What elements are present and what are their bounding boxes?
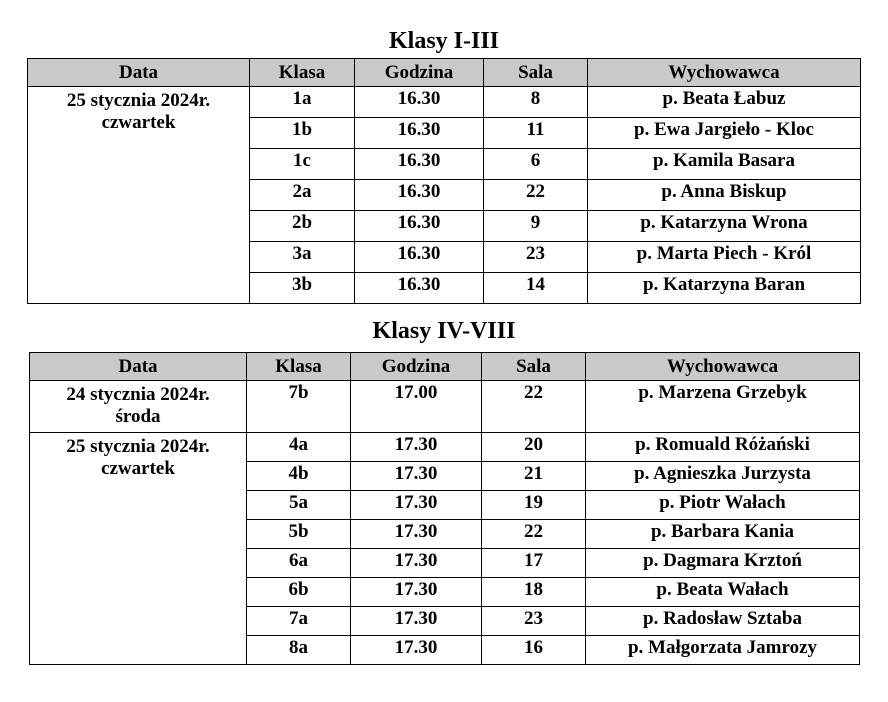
header-godzina: Godzina <box>355 59 484 87</box>
sala-cell: 20 <box>482 433 586 462</box>
sala-cell: 6 <box>484 149 588 180</box>
wychowawca-cell: p. Romuald Różański <box>586 433 860 462</box>
godzina-cell: 17.00 <box>351 381 482 433</box>
klasa-cell: 7b <box>247 381 351 433</box>
klasa-cell: 3a <box>250 242 355 273</box>
date-text: 24 stycznia 2024r. <box>66 384 210 405</box>
sala-cell: 11 <box>484 118 588 149</box>
godzina-cell: 16.30 <box>355 180 484 211</box>
wychowawca-cell: p. Anna Biskup <box>588 180 861 211</box>
sala-cell: 9 <box>484 211 588 242</box>
godzina-cell: 17.30 <box>351 636 482 665</box>
klasa-cell: 2b <box>250 211 355 242</box>
klasa-cell: 2a <box>250 180 355 211</box>
sala-cell: 19 <box>482 491 586 520</box>
day-text: czwartek <box>101 458 175 479</box>
table-header-row <box>30 353 860 381</box>
godzina-cell: 16.30 <box>355 87 484 118</box>
godzina-cell: 16.30 <box>355 118 484 149</box>
sala-cell: 18 <box>482 578 586 607</box>
godzina-cell: 16.30 <box>355 211 484 242</box>
klasa-cell: 4a <box>247 433 351 462</box>
header-wychowawca: Wychowawca <box>586 353 860 381</box>
wychowawca-cell: p. Małgorzata Jamrozy <box>586 636 860 665</box>
header-godzina: Godzina <box>351 353 482 381</box>
klasa-cell: 5a <box>247 491 351 520</box>
date-text: 25 stycznia 2024r. <box>66 436 210 457</box>
klasa-cell: 1a <box>250 87 355 118</box>
godzina-cell: 17.30 <box>351 549 482 578</box>
wychowawca-cell: p. Radosław Sztaba <box>586 607 860 636</box>
wychowawca-cell: p. Ewa Jargieło - Kloc <box>588 118 861 149</box>
klasa-cell: 6b <box>247 578 351 607</box>
godzina-cell: 16.30 <box>355 242 484 273</box>
header-data: Data <box>30 353 247 381</box>
schedule-table-iv-viii <box>29 352 860 665</box>
date-cell <box>30 433 247 665</box>
sala-cell: 16 <box>482 636 586 665</box>
godzina-cell: 17.30 <box>351 578 482 607</box>
godzina-cell: 17.30 <box>351 520 482 549</box>
wychowawca-cell: p. Beata Łabuz <box>588 87 861 118</box>
klasa-cell: 8a <box>247 636 351 665</box>
wychowawca-cell: p. Agnieszka Jurzysta <box>586 462 860 491</box>
klasa-cell: 7a <box>247 607 351 636</box>
sala-cell: 22 <box>482 381 586 433</box>
sala-cell: 8 <box>484 87 588 118</box>
godzina-cell: 16.30 <box>355 273 484 304</box>
day-text: środa <box>115 406 161 427</box>
klasa-cell: 6a <box>247 549 351 578</box>
godzina-cell: 17.30 <box>351 433 482 462</box>
section-title-klasy-i-iii: Klasy I-III <box>388 28 500 54</box>
wychowawca-cell: p. Katarzyna Baran <box>588 273 861 304</box>
sala-cell: 14 <box>484 273 588 304</box>
wychowawca-cell: p. Kamila Basara <box>588 149 861 180</box>
date-text: 25 stycznia 2024r. <box>66 90 211 111</box>
header-wychowawca: Wychowawca <box>588 59 861 87</box>
header-data: Data <box>28 59 250 87</box>
sala-cell: 22 <box>484 180 588 211</box>
sala-cell: 23 <box>484 242 588 273</box>
header-sala: Sala <box>482 353 586 381</box>
schedule-table-i-iii <box>27 58 861 304</box>
wychowawca-cell: p. Katarzyna Wrona <box>588 211 861 242</box>
wychowawca-cell: p. Piotr Wałach <box>586 491 860 520</box>
godzina-cell: 17.30 <box>351 462 482 491</box>
table-header-row <box>28 59 861 87</box>
sala-cell: 22 <box>482 520 586 549</box>
date-cell <box>28 87 250 304</box>
day-text: czwartek <box>101 112 176 133</box>
godzina-cell: 16.30 <box>355 149 484 180</box>
table-row <box>30 381 860 433</box>
godzina-cell: 17.30 <box>351 491 482 520</box>
table-row <box>30 433 860 462</box>
klasa-cell: 5b <box>247 520 351 549</box>
date-cell <box>30 381 247 433</box>
sala-cell: 21 <box>482 462 586 491</box>
sala-cell: 17 <box>482 549 586 578</box>
table-row <box>28 87 861 118</box>
sala-cell: 23 <box>482 607 586 636</box>
klasa-cell: 4b <box>247 462 351 491</box>
godzina-cell: 17.30 <box>351 607 482 636</box>
wychowawca-cell: p. Marta Piech - Król <box>588 242 861 273</box>
header-sala: Sala <box>484 59 588 87</box>
header-klasa: Klasa <box>250 59 355 87</box>
klasa-cell: 1c <box>250 149 355 180</box>
wychowawca-cell: p. Beata Wałach <box>586 578 860 607</box>
wychowawca-cell: p. Barbara Kania <box>586 520 860 549</box>
wychowawca-cell: p. Marzena Grzebyk <box>586 381 860 433</box>
klasa-cell: 1b <box>250 118 355 149</box>
klasa-cell: 3b <box>250 273 355 304</box>
section-title-klasy-iv-viii: Klasy IV-VIII <box>372 318 516 344</box>
header-klasa: Klasa <box>247 353 351 381</box>
wychowawca-cell: p. Dagmara Krztoń <box>586 549 860 578</box>
